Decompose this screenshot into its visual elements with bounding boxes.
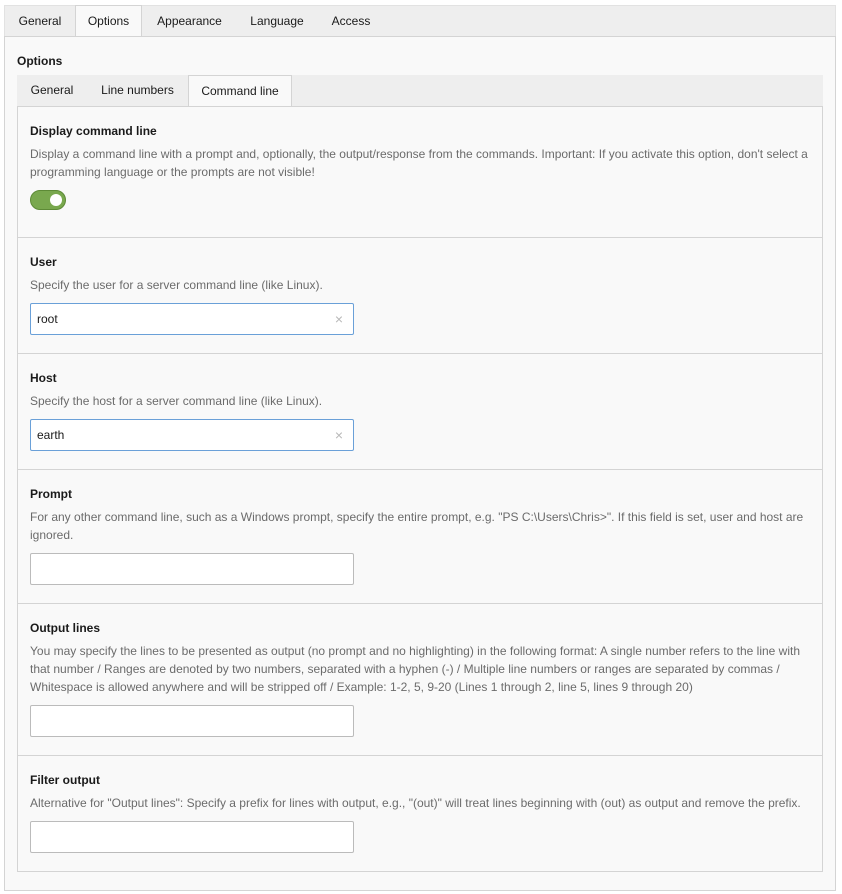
user-section [18, 237, 822, 354]
section-description: Specify the host for a server command line (like Linux). [30, 394, 323, 408]
page-title: Options [17, 54, 63, 68]
user-input-value: root [37, 312, 58, 326]
output-lines-input[interactable] [30, 705, 354, 737]
outer-tab-bar [4, 5, 836, 37]
prompt-input[interactable] [30, 553, 354, 585]
clear-icon[interactable]: × [334, 427, 343, 443]
filter-output-input[interactable] [30, 821, 354, 853]
section-label: Filter output [30, 773, 100, 787]
section-label: Display command line [30, 124, 157, 138]
section-description: Display a command line with a prompt and, optionally, the output/response from the commands. Important: If you activate this option, don't select a programming language or the prompts are not visible! [30, 147, 808, 179]
host-input-value: earth [37, 428, 65, 442]
subtab-command-line[interactable]: Command line [188, 75, 292, 107]
section-description: You may specify the lines to be presented as output (no prompt and no highlighting) in the following format: A single number refers to the line with that number / Ranges are denoted by two numbers, separated with a hyphen (-) / Multiple line numbers or ranges are separated by commas / Whitespace is allowed anywhere and will be stripped off / Example: 1-2, 5, 9-20 (Lines 1 through 2, line 5, lines 9 through 20) [30, 644, 801, 694]
tab-options[interactable]: Options [75, 5, 142, 38]
section-label: Host [30, 371, 57, 385]
subtab-general[interactable]: General [30, 83, 74, 97]
clear-icon[interactable]: × [334, 311, 343, 327]
section-description: Alternative for "Output lines": Specify a prefix for lines with output, e.g., "(out)" will treat lines beginning with (out) as output and remove the prefix. [30, 796, 801, 810]
toggle-knob [50, 194, 62, 206]
user-input[interactable] [30, 303, 354, 335]
prompt-section [18, 469, 822, 604]
tab-access[interactable]: Access [331, 14, 371, 28]
section-description: Specify the user for a server command line (like Linux). [30, 278, 323, 292]
section-label: Output lines [30, 621, 100, 635]
tab-general[interactable]: General [18, 14, 62, 28]
section-label: Prompt [30, 487, 72, 501]
display-command-line-section [18, 107, 822, 238]
output-lines-section [18, 603, 822, 756]
filter-output-section [18, 755, 822, 871]
host-input[interactable] [30, 419, 354, 451]
inner-tab-bar [17, 75, 823, 107]
tab-language[interactable]: Language [250, 14, 304, 28]
section-label: User [30, 255, 57, 269]
host-section [18, 353, 822, 470]
tab-appearance[interactable]: Appearance [157, 14, 222, 28]
display-command-line-toggle[interactable] [30, 190, 66, 210]
subtab-line-numbers[interactable]: Line numbers [101, 83, 174, 97]
section-description: For any other command line, such as a Windows prompt, specify the entire prompt, e.g. "PS C:\Users\Chris>". If this field is set, user and host are ignored. [30, 510, 804, 542]
